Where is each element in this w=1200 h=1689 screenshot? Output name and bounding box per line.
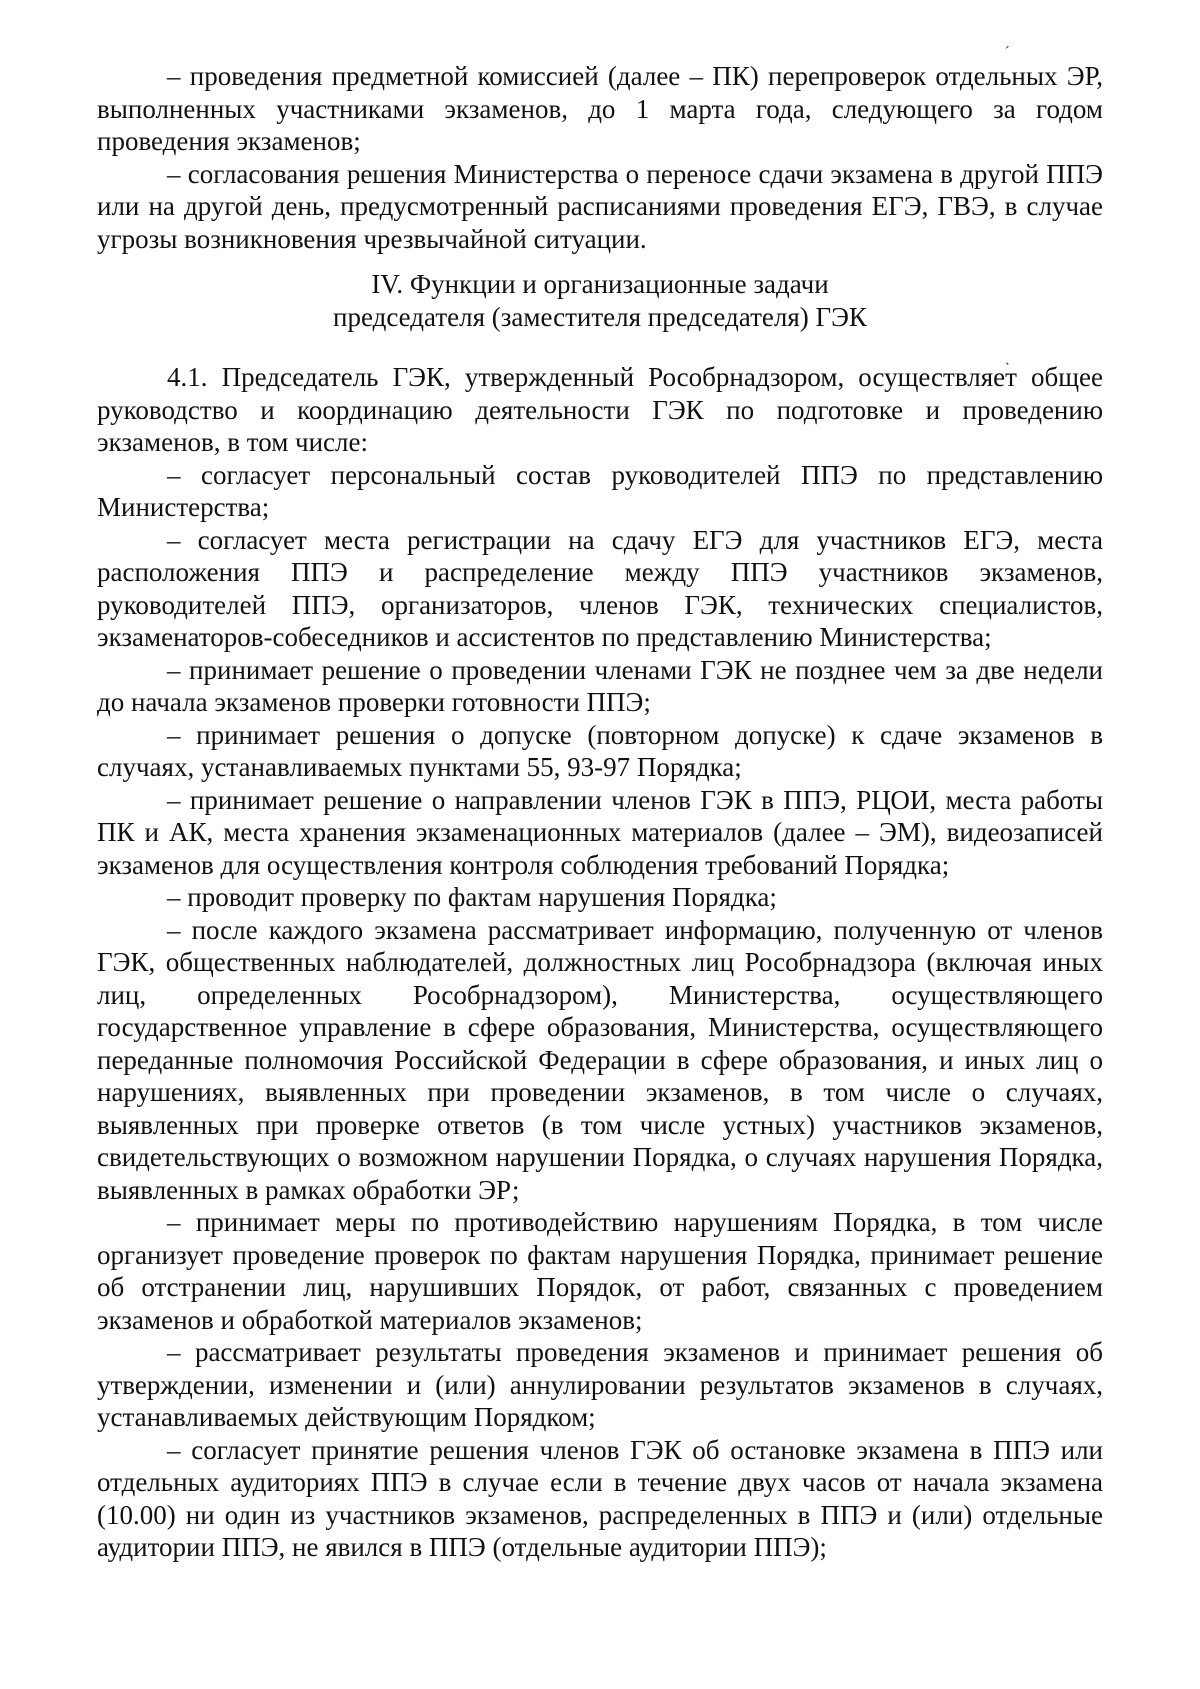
list-item: – после каждого экзамена рассматривает информацию, полученную от членов ГЭК, общественных наблюдателей, должностных лиц Рособрнадзора (включая иных лиц, определенных Рособрнадзором), Министерства, осуществляющего государственное управление в сфере образования, Министерства, осуществляющего переданные полномочия Российской Федерации в сфере образования, и иных лиц о нарушениях, выявленных при проведении экзаменов, в том числе о случаях, выявленных при проверке ответов (в том числе устных) участников экзаменов, свидетельствующих о возможном нарушении Порядка, о случаях нарушения Порядка, выявленных в рамках обработки ЭР;: [97, 914, 1103, 1205]
list-item: – принимает решения о допуске (повторном допуске) к сдаче экзаменов в случаях, устанавливаемых пунктами 55, 93-97 Порядка;: [97, 719, 1103, 782]
section-title-line-2: председателя (заместителя председателя) ГЭК: [333, 301, 867, 332]
list-item: – принимает решение о направлении членов ГЭК в ППЭ, РЦОИ, места работы ПК и АК, места хранения экзаменационных материалов (далее – ЭМ), видеозаписей экзаменов для осуществления контроля соблюдения требований Порядка;: [97, 784, 1103, 880]
list-item: – согласует места регистрации на сдачу ЕГЭ для участников ЕГЭ, места расположения ППЭ и распределение между ППЭ участников экзаменов, руководителей ППЭ, организаторов, членов ГЭК, технических специалистов, экзаменаторов-собеседников и ассистентов по представлению Министерства;: [97, 524, 1103, 652]
scan-mark: ´: [1005, 45, 1011, 62]
list-item: – согласует персональный состав руководителей ППЭ по представлению Министерства;: [97, 459, 1103, 522]
top-paragraphs: [97, 60, 1103, 255]
list-item: – рассматривает результаты проведения экзаменов и принимает решения об утверждении, изменении и (или) аннулировании результатов экзаменов в случаях, устанавливаемых действующим Порядком;: [97, 1337, 1103, 1432]
paragraph-exam-transfer: – согласования решения Министерства о переносе сдачи экзамена в другой ППЭ или на другой день, предусмотренный расписаниями проведения ЕГЭ, ГВЭ, в случае угрозы возникновения чрезвычайной ситуации.: [97, 158, 1103, 254]
list-item: – принимает меры по противодействию нарушениям Порядка, в том числе организует проведение проверок по фактам нарушения Порядка, принимает решение об отстранении лиц, нарушивших Порядок, от работ, связанных с проведением экзаменов и обработкой материалов экзаменов;: [97, 1207, 1103, 1335]
list-item: – согласует принятие решения членов ГЭК об остановке экзамена в ППЭ или отдельных аудиториях ППЭ в случае если в течение двух часов от начала экзамена (10.00) ни один из участников экзаменов, распределенных в ППЭ и (или) отдельные аудитории ППЭ, не явился в ППЭ (отдельные аудитории ППЭ);: [97, 1434, 1103, 1562]
paragraph-expert-recheck: – проведения предметной комиссией (далее – ПК) перепроверок отдельных ЭР, выполненных участниками экзаменов, до 1 марта года, следующего за годом проведения экзаменов;: [97, 61, 1103, 156]
section-title-line-1: IV. Функции и организационные задачи: [371, 269, 829, 299]
section-heading: [97, 268, 1103, 333]
list-item: – принимает решение о проведении членами ГЭК не позднее чем за две недели до начала экзаменов проверки готовности ППЭ;: [97, 654, 1103, 717]
paragraph-4-1: 4.1. Председатель ГЭК, утвержденный Рособрнадзором, осуществляет общее руководство и координацию деятельности ГЭК по подготовке и проведению экзаменов, в том числе:: [97, 362, 1103, 457]
list-item: – проводит проверку по фактам нарушения Порядка;: [167, 882, 777, 912]
scan-mark: ˎ: [1005, 349, 1011, 366]
section-body: [97, 361, 1103, 1564]
